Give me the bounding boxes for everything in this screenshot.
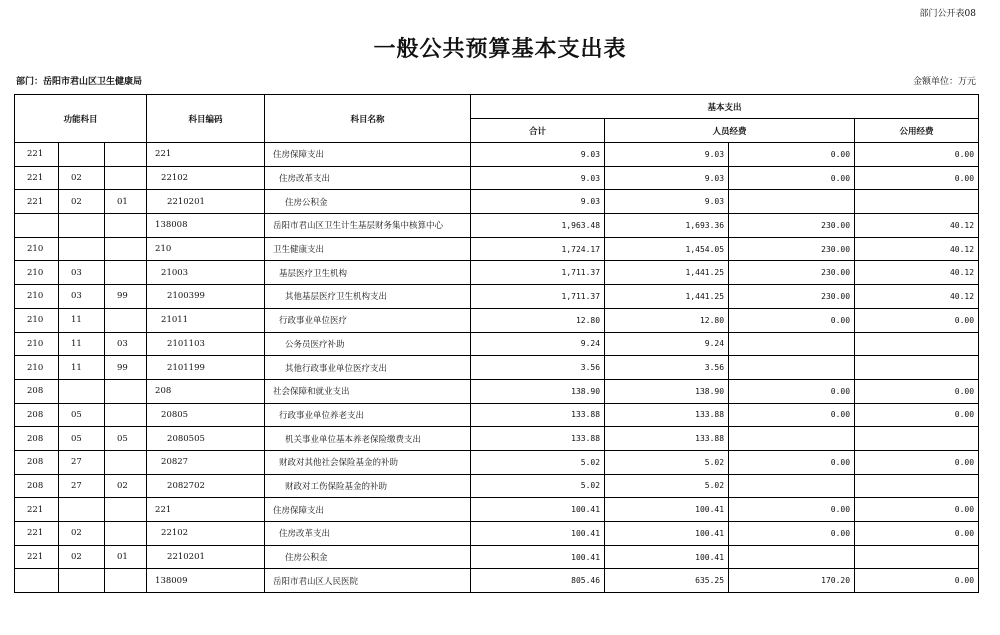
cell-public: 0.00 [855, 450, 979, 474]
cell-personnel-detail: 0.00 [729, 403, 855, 427]
cell-total: 1,711.37 [471, 285, 605, 309]
cell-code: 138009 [147, 569, 265, 593]
cell-func-item [105, 450, 147, 474]
cell-code: 20805 [147, 403, 265, 427]
cell-name: 行政事业单位医疗 [265, 308, 471, 332]
cell-personnel: 100.41 [605, 522, 729, 546]
cell-public: 0.00 [855, 522, 979, 546]
cell-name: 住房公积金 [265, 190, 471, 214]
table-row [15, 379, 979, 403]
cell-func-item [105, 237, 147, 261]
cell-code: 2080505 [147, 427, 265, 451]
table-row [15, 522, 979, 546]
cell-name: 住房保障支出 [265, 498, 471, 522]
cell-func-section: 03 [59, 261, 105, 285]
cell-total: 1,724.17 [471, 237, 605, 261]
cell-code: 221 [147, 143, 265, 167]
cell-personnel: 9.03 [605, 190, 729, 214]
cell-name: 财政对其他社会保险基金的补助 [265, 450, 471, 474]
cell-total: 9.03 [471, 143, 605, 167]
cell-personnel: 1,454.05 [605, 237, 729, 261]
cell-personnel: 100.41 [605, 498, 729, 522]
cell-func-section: 27 [59, 450, 105, 474]
cell-name: 公务员医疗补助 [265, 332, 471, 356]
cell-func-class: 221 [15, 143, 59, 167]
cell-name: 住房保障支出 [265, 143, 471, 167]
cell-code: 2101103 [147, 332, 265, 356]
page-title: 一般公共预算基本支出表 [373, 36, 627, 62]
cell-func-section: 02 [59, 166, 105, 190]
cell-name: 住房公积金 [265, 545, 471, 569]
table-row [15, 474, 979, 498]
cell-name: 其他行政事业单位医疗支出 [265, 356, 471, 380]
cell-func-class: 208 [15, 427, 59, 451]
cell-personnel-detail [729, 332, 855, 356]
table-row [15, 261, 979, 285]
cell-public [855, 332, 979, 356]
table-row [15, 143, 979, 167]
cell-personnel: 12.80 [605, 308, 729, 332]
cell-total: 100.41 [471, 545, 605, 569]
cell-func-section: 11 [59, 356, 105, 380]
cell-func-section: 05 [59, 427, 105, 451]
cell-func-item [105, 569, 147, 593]
cell-name: 行政事业单位养老支出 [265, 403, 471, 427]
cell-total: 133.88 [471, 403, 605, 427]
cell-func-class: 210 [15, 261, 59, 285]
cell-func-item: 01 [105, 545, 147, 569]
cell-func-item: 99 [105, 285, 147, 309]
cell-public: 0.00 [855, 166, 979, 190]
cell-total: 5.02 [471, 450, 605, 474]
cell-func-section: 02 [59, 190, 105, 214]
cell-total: 100.41 [471, 498, 605, 522]
cell-personnel-detail: 230.00 [729, 214, 855, 238]
cell-total: 1,711.37 [471, 261, 605, 285]
cell-personnel-detail: 230.00 [729, 261, 855, 285]
cell-func-section: 02 [59, 522, 105, 546]
cell-personnel-detail: 0.00 [729, 166, 855, 190]
cell-func-item [105, 498, 147, 522]
table-row [15, 356, 979, 380]
cell-code: 208 [147, 379, 265, 403]
cell-func-class: 210 [15, 308, 59, 332]
cell-public: 0.00 [855, 403, 979, 427]
table-row [15, 332, 979, 356]
cell-code: 2101199 [147, 356, 265, 380]
department-label: 部门：岳阳市君山区卫生健康局 [16, 77, 143, 87]
cell-func-section [59, 237, 105, 261]
cell-personnel: 9.24 [605, 332, 729, 356]
cell-total: 9.03 [471, 166, 605, 190]
cell-public: 40.12 [855, 214, 979, 238]
cell-func-item [105, 261, 147, 285]
header-personnel: 人员经费 [605, 119, 855, 143]
cell-func-item [105, 403, 147, 427]
cell-func-section: 03 [59, 285, 105, 309]
cell-personnel: 133.88 [605, 427, 729, 451]
budget-table [14, 94, 979, 593]
cell-name: 住房改革支出 [265, 522, 471, 546]
cell-func-section: 11 [59, 308, 105, 332]
cell-personnel: 133.88 [605, 403, 729, 427]
cell-personnel: 100.41 [605, 545, 729, 569]
cell-name: 其他基层医疗卫生机构支出 [265, 285, 471, 309]
cell-func-class: 221 [15, 545, 59, 569]
cell-public: 40.12 [855, 237, 979, 261]
cell-code: 22102 [147, 522, 265, 546]
cell-personnel-detail: 0.00 [729, 379, 855, 403]
cell-func-class: 208 [15, 450, 59, 474]
cell-total: 9.24 [471, 332, 605, 356]
cell-personnel: 3.56 [605, 356, 729, 380]
cell-public: 0.00 [855, 569, 979, 593]
cell-total: 133.88 [471, 427, 605, 451]
cell-total: 3.56 [471, 356, 605, 380]
cell-personnel-detail [729, 427, 855, 451]
cell-personnel-detail [729, 545, 855, 569]
header-code: 科目编码 [147, 95, 265, 143]
cell-func-item [105, 214, 147, 238]
header-name: 科目名称 [265, 95, 471, 143]
cell-total: 100.41 [471, 522, 605, 546]
cell-personnel: 1,693.36 [605, 214, 729, 238]
cell-name: 卫生健康支出 [265, 237, 471, 261]
cell-public [855, 545, 979, 569]
cell-name: 住房改革支出 [265, 166, 471, 190]
cell-personnel: 1,441.25 [605, 261, 729, 285]
header-func: 功能科目 [15, 95, 147, 143]
table-row [15, 308, 979, 332]
cell-code: 2210201 [147, 190, 265, 214]
cell-func-class: 221 [15, 190, 59, 214]
cell-public: 40.12 [855, 261, 979, 285]
cell-code: 2100399 [147, 285, 265, 309]
cell-total: 5.02 [471, 474, 605, 498]
unit-label: 金额单位：万元 [912, 77, 976, 87]
cell-total: 12.80 [471, 308, 605, 332]
cell-personnel: 9.03 [605, 143, 729, 167]
cell-code: 20827 [147, 450, 265, 474]
cell-total: 9.03 [471, 190, 605, 214]
header-public: 公用经费 [855, 119, 979, 143]
cell-name: 岳阳市君山区人民医院 [265, 569, 471, 593]
cell-personnel-detail: 0.00 [729, 450, 855, 474]
cell-func-item: 99 [105, 356, 147, 380]
cell-func-class: 208 [15, 474, 59, 498]
cell-func-class: 221 [15, 522, 59, 546]
header-basic: 基本支出 [471, 95, 979, 119]
cell-func-class: 221 [15, 498, 59, 522]
cell-personnel: 5.02 [605, 450, 729, 474]
table-row [15, 545, 979, 569]
cell-func-item: 02 [105, 474, 147, 498]
cell-name: 财政对工伤保险基金的补助 [265, 474, 471, 498]
cell-name: 岳阳市君山区卫生计生基层财务集中核算中心 [265, 214, 471, 238]
table-row [15, 166, 979, 190]
cell-func-item [105, 166, 147, 190]
cell-public: 0.00 [855, 379, 979, 403]
cell-personnel-detail [729, 190, 855, 214]
cell-public [855, 190, 979, 214]
cell-func-section [59, 379, 105, 403]
cell-func-section [59, 569, 105, 593]
cell-func-item: 01 [105, 190, 147, 214]
cell-func-item [105, 522, 147, 546]
cell-total: 138.90 [471, 379, 605, 403]
cell-func-section [59, 498, 105, 522]
cell-func-class: 210 [15, 356, 59, 380]
cell-personnel-detail: 230.00 [729, 237, 855, 261]
cell-code: 210 [147, 237, 265, 261]
cell-personnel: 138.90 [605, 379, 729, 403]
cell-total: 805.46 [471, 569, 605, 593]
table-row [15, 427, 979, 451]
cell-public: 0.00 [855, 143, 979, 167]
cell-public: 0.00 [855, 498, 979, 522]
cell-func-section [59, 214, 105, 238]
table-row [15, 285, 979, 309]
header-total: 合计 [471, 119, 605, 143]
cell-code: 221 [147, 498, 265, 522]
cell-func-class: 221 [15, 166, 59, 190]
cell-personnel: 9.03 [605, 166, 729, 190]
cell-total: 1,963.48 [471, 214, 605, 238]
table-row [15, 498, 979, 522]
cell-name: 基层医疗卫生机构 [265, 261, 471, 285]
cell-public [855, 474, 979, 498]
cell-func-item [105, 308, 147, 332]
table-row [15, 190, 979, 214]
cell-personnel: 635.25 [605, 569, 729, 593]
cell-func-section: 27 [59, 474, 105, 498]
cell-personnel-detail: 0.00 [729, 498, 855, 522]
cell-personnel-detail: 230.00 [729, 285, 855, 309]
table-number-label: 部门公开表08 [919, 9, 976, 19]
cell-func-class [15, 569, 59, 593]
table-row [15, 237, 979, 261]
cell-func-section: 11 [59, 332, 105, 356]
cell-func-class: 208 [15, 379, 59, 403]
cell-func-item: 03 [105, 332, 147, 356]
cell-func-class [15, 214, 59, 238]
cell-personnel-detail: 170.20 [729, 569, 855, 593]
cell-public: 0.00 [855, 308, 979, 332]
table-row [15, 214, 979, 238]
cell-personnel-detail [729, 356, 855, 380]
cell-func-section [59, 143, 105, 167]
cell-func-class: 210 [15, 237, 59, 261]
cell-func-section: 05 [59, 403, 105, 427]
cell-personnel: 5.02 [605, 474, 729, 498]
cell-personnel-detail: 0.00 [729, 308, 855, 332]
table-row [15, 403, 979, 427]
cell-func-class: 210 [15, 332, 59, 356]
cell-name: 机关事业单位基本养老保险缴费支出 [265, 427, 471, 451]
cell-personnel-detail [729, 474, 855, 498]
cell-public [855, 356, 979, 380]
cell-personnel: 1,441.25 [605, 285, 729, 309]
cell-public: 40.12 [855, 285, 979, 309]
cell-func-item: 05 [105, 427, 147, 451]
cell-func-section: 02 [59, 545, 105, 569]
cell-func-class: 210 [15, 285, 59, 309]
cell-func-item [105, 379, 147, 403]
cell-code: 2082702 [147, 474, 265, 498]
cell-code: 22102 [147, 166, 265, 190]
table-row [15, 569, 979, 593]
cell-code: 21003 [147, 261, 265, 285]
table-row [15, 450, 979, 474]
cell-func-item [105, 143, 147, 167]
cell-code: 21011 [147, 308, 265, 332]
cell-code: 138008 [147, 214, 265, 238]
cell-code: 2210201 [147, 545, 265, 569]
cell-public [855, 427, 979, 451]
cell-personnel-detail: 0.00 [729, 143, 855, 167]
cell-name: 社会保障和就业支出 [265, 379, 471, 403]
cell-func-class: 208 [15, 403, 59, 427]
cell-personnel-detail: 0.00 [729, 522, 855, 546]
